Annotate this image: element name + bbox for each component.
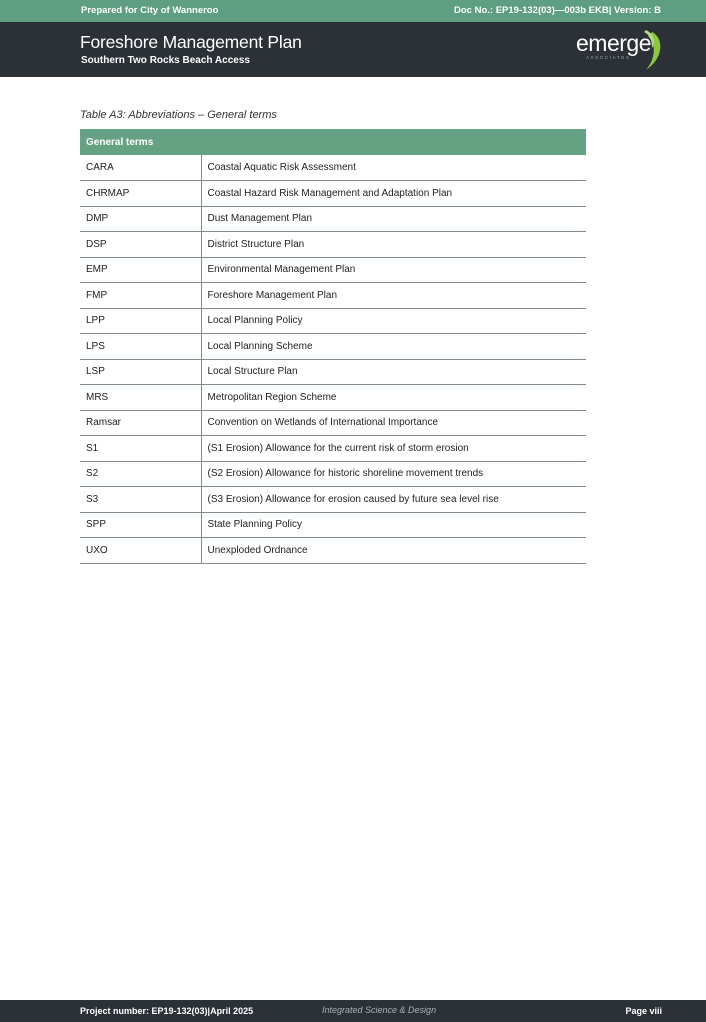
abbreviation-meaning: Local Planning Scheme <box>201 334 586 360</box>
abbreviation-code: FMP <box>80 283 201 309</box>
abbreviation-code: LSP <box>80 359 201 385</box>
abbreviation-code: SPP <box>80 512 201 538</box>
abbreviation-meaning: Convention on Wetlands of International Importance <box>201 410 586 436</box>
table-row <box>80 359 586 385</box>
table-row <box>80 410 586 436</box>
page-footer <box>0 1000 706 1022</box>
abbreviation-meaning: (S2 Erosion) Allowance for historic shoreline movement trends <box>201 461 586 487</box>
page-number: Page viii <box>625 1006 662 1016</box>
abbreviation-code: S1 <box>80 436 201 462</box>
table-header-cell: General terms <box>80 129 586 155</box>
document-title: Foreshore Management Plan <box>80 32 302 52</box>
abbreviation-code: Ramsar <box>80 410 201 436</box>
table-row <box>80 512 586 538</box>
document-header <box>0 22 706 77</box>
abbreviation-code: EMP <box>80 257 201 283</box>
abbreviation-meaning: Unexploded Ordnance <box>201 538 586 564</box>
table-row <box>80 232 586 258</box>
abbreviation-code: S3 <box>80 487 201 513</box>
abbreviation-code: UXO <box>80 538 201 564</box>
table-row <box>80 181 586 207</box>
footer-tagline: Integrated Science & Design <box>322 1005 437 1015</box>
abbreviation-meaning: State Planning Policy <box>201 512 586 538</box>
abbreviation-code: LPP <box>80 308 201 334</box>
table-row <box>80 155 586 181</box>
abbreviation-meaning: Metropolitan Region Scheme <box>201 385 586 411</box>
abbreviation-meaning: Coastal Aquatic Risk Assessment <box>201 155 586 181</box>
abbreviation-meaning: (S3 Erosion) Allowance for erosion caused by future sea level rise <box>201 487 586 513</box>
table-row <box>80 538 586 564</box>
emerge-logo: emerge <box>576 30 651 56</box>
abbreviation-code: S2 <box>80 461 201 487</box>
emerge-logo-subtext: ASSOCIATES <box>586 55 631 60</box>
abbreviation-code: LPS <box>80 334 201 360</box>
abbreviation-code: CARA <box>80 155 201 181</box>
table-row <box>80 283 586 309</box>
abbreviation-meaning: Foreshore Management Plan <box>201 283 586 309</box>
abbreviation-meaning: Local Planning Policy <box>201 308 586 334</box>
abbreviation-meaning: Local Structure Plan <box>201 359 586 385</box>
table-header-row <box>80 129 586 155</box>
table-row <box>80 334 586 360</box>
table-caption: Table A3: Abbreviations – General terms <box>80 109 277 121</box>
table-body <box>80 155 586 563</box>
table-row <box>80 257 586 283</box>
doc-number-text: Doc No.: EP19-132(03)—003b EKB| Version: B <box>454 5 661 16</box>
abbreviation-meaning: Environmental Management Plan <box>201 257 586 283</box>
abbreviation-meaning: Dust Management Plan <box>201 206 586 232</box>
abbreviation-meaning: District Structure Plan <box>201 232 586 258</box>
table-row <box>80 308 586 334</box>
document-subtitle: Southern Two Rocks Beach Access <box>81 55 250 66</box>
table-row <box>80 436 586 462</box>
abbreviation-code: MRS <box>80 385 201 411</box>
table-row <box>80 385 586 411</box>
abbreviation-code: DMP <box>80 206 201 232</box>
abbreviation-meaning: Coastal Hazard Risk Management and Adaptation Plan <box>201 181 586 207</box>
top-info-bar <box>0 0 706 22</box>
abbreviation-code: DSP <box>80 232 201 258</box>
abbreviation-meaning: (S1 Erosion) Allowance for the current risk of storm erosion <box>201 436 586 462</box>
prepared-for-text: Prepared for City of Wanneroo <box>81 5 219 16</box>
table-row <box>80 206 586 232</box>
table-row <box>80 461 586 487</box>
abbreviations-table <box>80 129 586 564</box>
project-number-text: Project number: EP19-132(03)|April 2025 <box>80 1006 254 1016</box>
abbreviation-code: CHRMAP <box>80 181 201 207</box>
table-row <box>80 487 586 513</box>
